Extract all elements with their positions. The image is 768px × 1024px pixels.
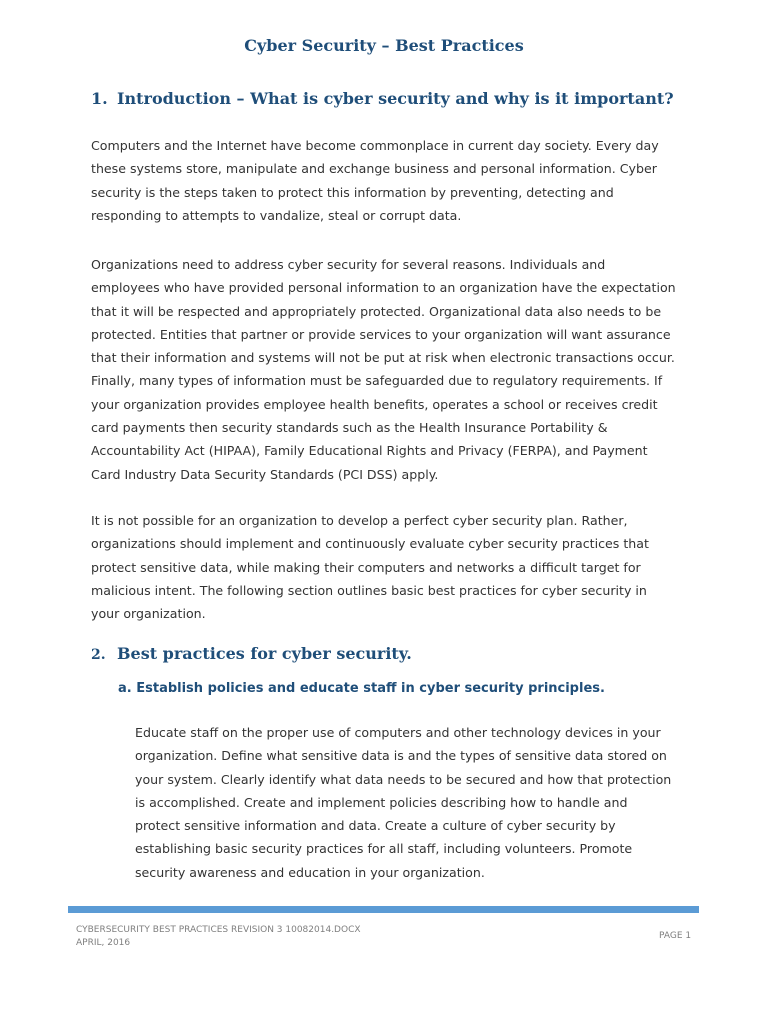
intro-paragraph-2 <box>91 253 691 486</box>
footer-filename: CYBERSECURITY BEST PRACTICES REVISION 3 10082014.DOCX <box>76 925 361 935</box>
subsection-heading-policies: a. Establish policies and educate staff in cyber security principles. <box>118 681 605 696</box>
document-title: Cyber Security – Best Practices <box>244 36 524 55</box>
text-line: employees who have provided personal information to an organization have the expectation <box>91 280 676 296</box>
text-line: Accountability Act (HIPAA), Family Educational Rights and Privacy (FERPA), and Payment <box>91 443 648 459</box>
footer-document-info <box>76 924 361 950</box>
footer-date: APRIL, 2016 <box>76 938 131 948</box>
intro-paragraph-3 <box>91 509 691 625</box>
text-line: that it will be respected and appropriately protected. Organizational data also needs to be <box>91 303 662 319</box>
text-line: is accomplished. Create and implement policies describing how to handle and <box>135 794 628 810</box>
text-line: protected. Entities that partner or provide services to your organization will want assurance <box>91 326 671 342</box>
text-line: your organization provides employee health benefits, operates a school or receives credit <box>91 396 658 412</box>
text-line: Computers and the Internet have become commonplace in current day society. Every day <box>91 138 659 153</box>
text-line: Finally, many types of information must be safeguarded due to regulatory requirements. If <box>91 373 663 389</box>
text-line: responding to attempts to vandalize, steal or corrupt data. <box>91 207 462 223</box>
section-heading-best-practices <box>91 644 412 663</box>
section-heading-text: Introduction – What is cyber security and why is it important? <box>117 89 674 108</box>
text-line: your organization. <box>91 606 206 622</box>
policies-paragraph <box>135 721 695 884</box>
section-heading-text: Best practices for cyber security. <box>117 644 412 663</box>
text-line: security awareness and education in your organization. <box>135 864 485 880</box>
text-line: malicious intent. The following section outlines basic best practices for cyber security in <box>91 582 647 598</box>
text-line: protect sensitive information and data. Create a culture of cyber security by <box>135 818 616 834</box>
section-number: 2. <box>91 647 106 663</box>
section-heading-introduction <box>91 89 674 108</box>
intro-paragraph-1 <box>91 134 691 227</box>
text-line: establishing basic security practices for all staff, including volunteers. Promote <box>135 841 633 857</box>
text-line: card payments then security standards such as the Health Insurance Portability & <box>91 420 608 436</box>
text-line: organizations should implement and continuously evaluate cyber security practices that <box>91 536 649 552</box>
text-line: Organizations need to address cyber security for several reasons. Individuals and <box>91 257 606 272</box>
footer-page-number: PAGE 1 <box>659 931 692 941</box>
text-line: these systems store, manipulate and exchange business and personal information. Cyber <box>91 161 657 177</box>
text-line: your system. Clearly identify what data needs to be secured and how that protection <box>135 771 672 787</box>
text-line: organization. Define what sensitive data is and the types of sensitive data stored on <box>135 748 667 764</box>
footer-divider <box>68 906 699 913</box>
text-line: that their information and systems will not be put at risk when electronic transactions occur. <box>91 350 675 366</box>
section-number: 1. <box>91 89 108 108</box>
text-line: Card Industry Data Security Standards (PCI DSS) apply. <box>91 466 439 482</box>
text-line: security is the steps taken to protect this information by preventing, detecting and <box>91 184 614 200</box>
text-line: Educate staff on the proper use of computers and other technology devices in your <box>135 725 661 740</box>
text-line: It is not possible for an organization to develop a perfect cyber security plan. Rather, <box>91 513 628 528</box>
text-line: protect sensitive data, while making their computers and networks a difficult target for <box>91 559 641 575</box>
